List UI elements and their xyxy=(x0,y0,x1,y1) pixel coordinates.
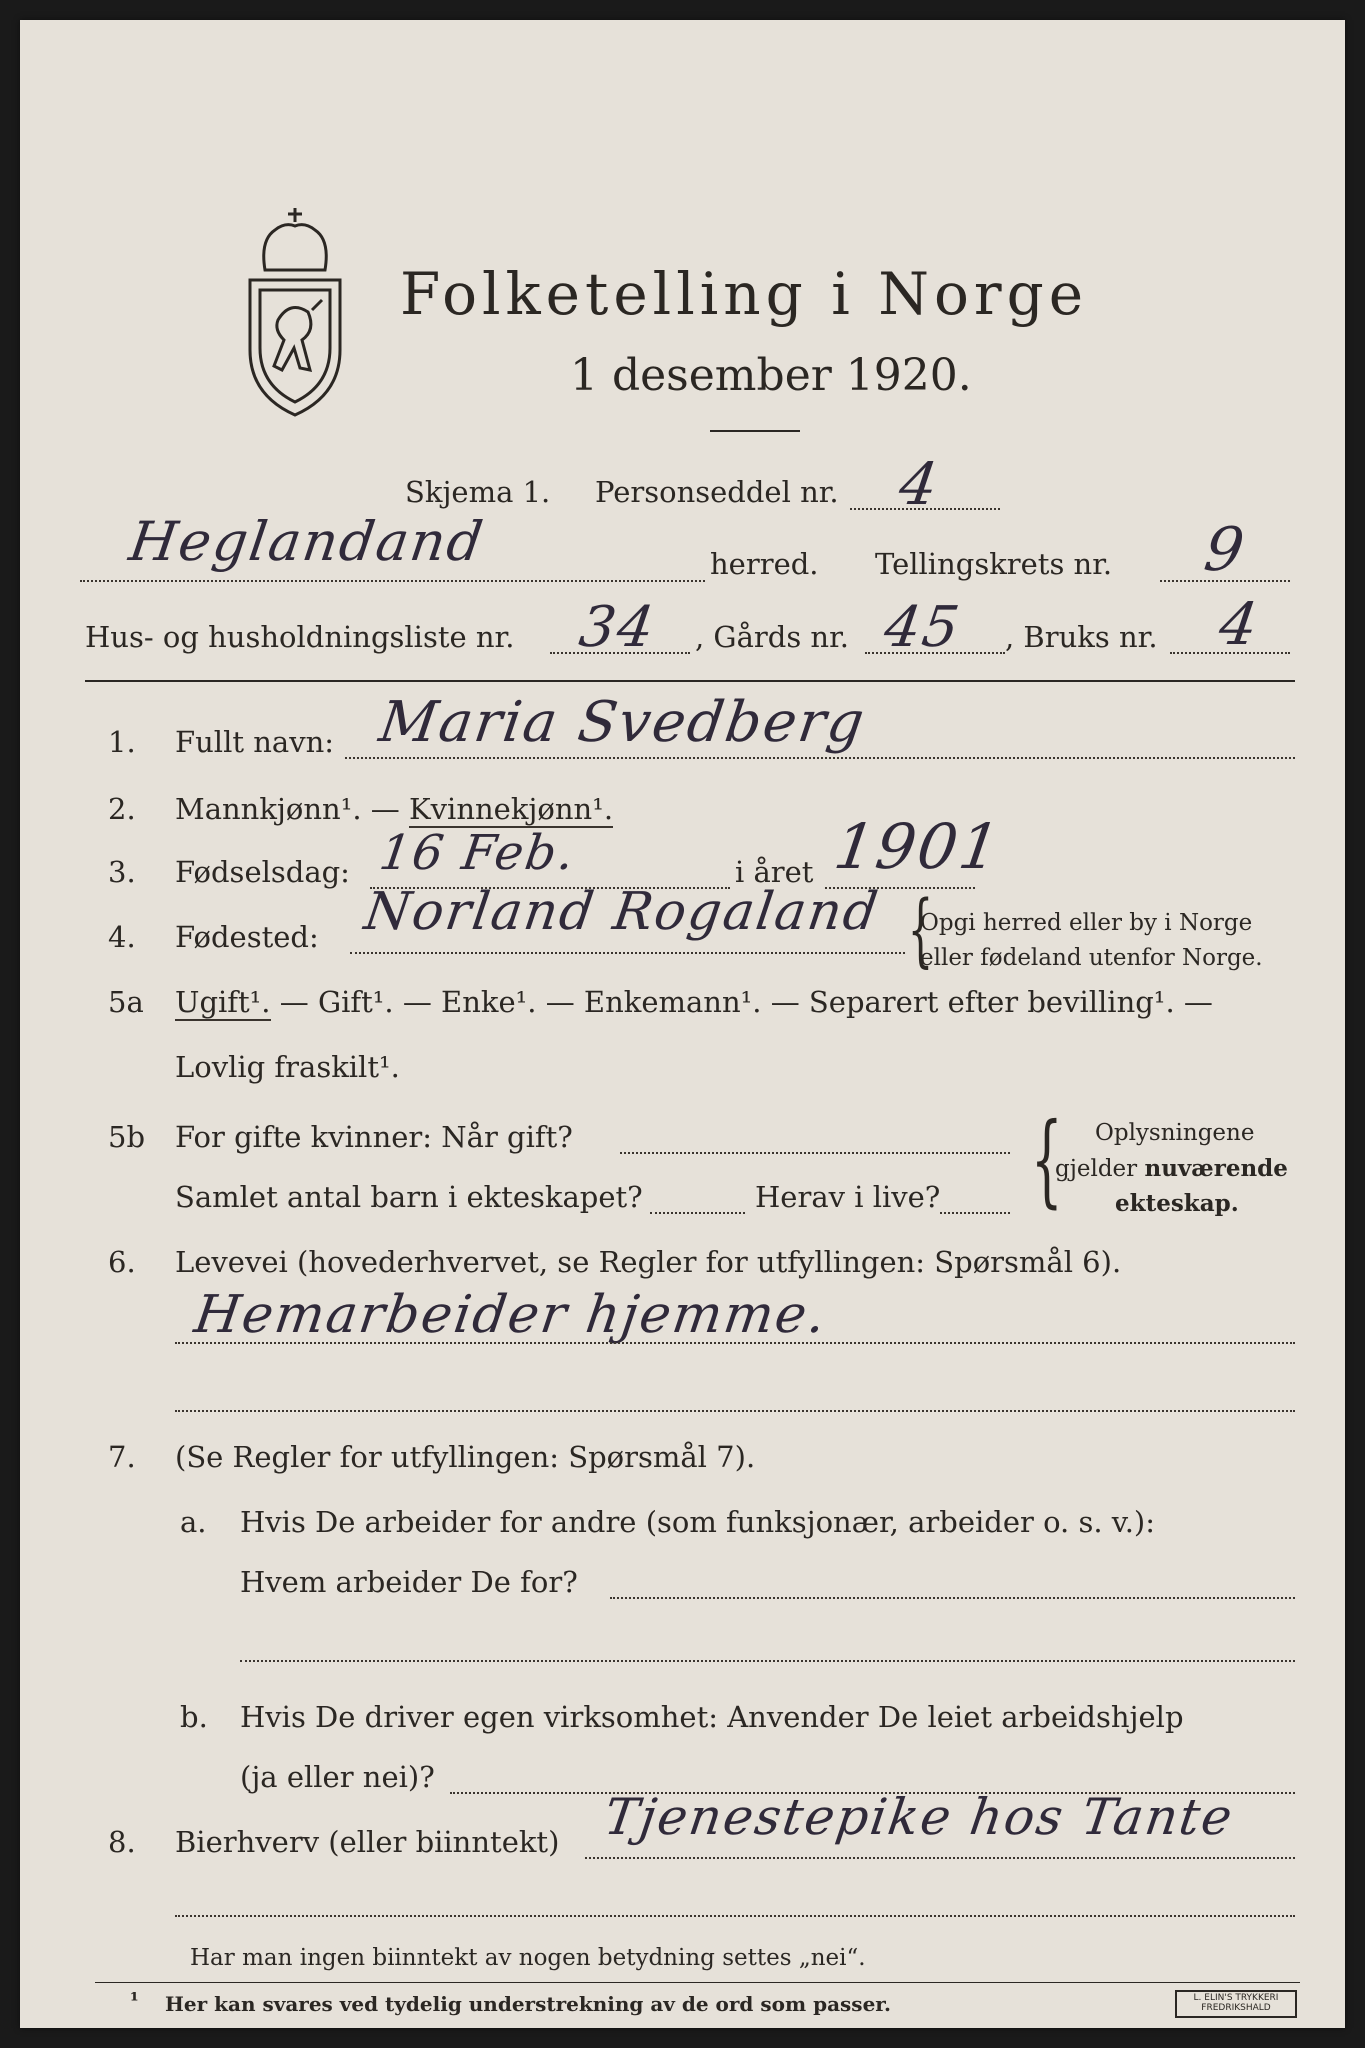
q5a-number: 5a xyxy=(108,985,144,1019)
q5b-alive-line[interactable] xyxy=(940,1212,1010,1214)
q1-full-name[interactable]: Maria Svedberg xyxy=(375,690,870,755)
form-title: Folketelling i Norge xyxy=(400,260,1089,328)
q5b-brace: { xyxy=(1030,1101,1063,1218)
q2-male-option[interactable]: Mannkjønn¹. — xyxy=(175,792,409,826)
personseddel-label: Personseddel nr. xyxy=(595,475,839,509)
q8-line-2 xyxy=(175,1915,1295,1917)
q7b-hired-help-label: (ja eller nei)? xyxy=(240,1760,435,1794)
footer-rule xyxy=(95,1982,1300,1983)
q7a-letter: a. xyxy=(180,1505,207,1539)
q1-number: 1. xyxy=(108,725,136,759)
q5b-note-2 xyxy=(1055,1155,1288,1182)
hus-label: Hus- og husholdningsliste nr. xyxy=(85,620,515,654)
q1-line xyxy=(345,757,1295,759)
q3-year-label: i året xyxy=(735,855,814,889)
q7a-employer-label: Hvem arbeider De for? xyxy=(240,1565,578,1599)
q4-note-1: Opgi herred eller by i Norge xyxy=(920,910,1253,936)
q2-female-option[interactable]: Kvinnekjønn¹. xyxy=(409,792,614,826)
q6-line-1 xyxy=(175,1342,1295,1344)
q5b-note-3: ekteskap. xyxy=(1115,1190,1239,1217)
q4-note-2: eller fødeland utenfor Norge. xyxy=(920,945,1263,971)
q5a-fraskilt-option[interactable]: Lovlig fraskilt¹. xyxy=(175,1050,400,1084)
q7-number: 7. xyxy=(108,1440,136,1474)
gards-label: , Gårds nr. xyxy=(695,620,849,654)
q6-line-2 xyxy=(175,1410,1295,1412)
herred-line xyxy=(80,580,705,582)
q7-label: (Se Regler for utfyllingen: Spørsmål 7). xyxy=(175,1440,756,1474)
q3-label: Fødselsdag: xyxy=(175,855,350,889)
printer-stamp-line-2: FREDRIKSHALD xyxy=(1201,2002,1271,2013)
printer-stamp xyxy=(1175,1990,1297,2018)
q8-number: 8. xyxy=(108,1825,136,1859)
q5b-when-married-label: For gifte kvinner: Når gift? xyxy=(175,1120,573,1154)
q5b-note-2b: nuværende xyxy=(1144,1155,1288,1182)
q5b-note-1: Oplysningene xyxy=(1095,1120,1255,1146)
q5b-children-label: Samlet antal barn i ekteskapet? xyxy=(175,1180,643,1214)
q4-birthplace[interactable]: Norland Rogaland xyxy=(360,882,883,942)
q8-label: Bierhverv (eller biinntekt) xyxy=(175,1825,560,1859)
gards-value[interactable]: 45 xyxy=(880,595,965,660)
census-date: 1 desember 1920. xyxy=(570,350,972,401)
q7a-employer-line[interactable] xyxy=(610,1597,1295,1599)
census-form xyxy=(20,20,1345,2028)
q3-number: 3. xyxy=(108,855,136,889)
printer-stamp-line-1: L. ELIN'S TRYKKERI xyxy=(1193,1993,1279,2003)
q5b-note-2a: gjelder xyxy=(1055,1156,1145,1182)
tellingskrets-value[interactable]: 9 xyxy=(1200,515,1251,585)
tellingskrets-label: Tellingskrets nr. xyxy=(875,547,1113,581)
q5a-text xyxy=(175,985,1213,1019)
q5b-children-line[interactable] xyxy=(650,1212,745,1214)
q5a-other-options[interactable]: — Gift¹. — Enke¹. — Enkemann¹. — Separert efter bevilling¹. — xyxy=(270,985,1213,1019)
title-divider xyxy=(710,430,800,432)
q8-line xyxy=(585,1857,1295,1859)
q7b-letter: b. xyxy=(180,1700,208,1734)
q1-label: Fullt navn: xyxy=(175,725,335,759)
q7b-question: Hvis De driver egen virksomhet: Anvender De leiet arbeidshjelp xyxy=(240,1700,1184,1734)
herred-label: herred. xyxy=(710,547,819,581)
q3-birthday[interactable]: 16 Feb. xyxy=(376,825,580,881)
skjema-label: Skjema 1. xyxy=(405,475,551,509)
q4-line xyxy=(350,952,905,954)
personseddel-value[interactable]: 4 xyxy=(895,450,944,518)
q6-number: 6. xyxy=(108,1245,136,1279)
q8-side-income[interactable]: Tjenestepike hos Tante xyxy=(600,1788,1238,1846)
q5b-number: 5b xyxy=(108,1120,146,1154)
q4-brace: { xyxy=(907,883,934,976)
q6-occupation[interactable]: Hemarbeider hjemme. xyxy=(190,1285,831,1345)
q3-birth-year[interactable]: 1901 xyxy=(829,810,1006,883)
footnote-text: Her kan svares ved tydelig understrekning av de ord som passer. xyxy=(165,1992,891,2016)
q5b-when-married-line[interactable] xyxy=(620,1152,1010,1154)
q2-text xyxy=(175,792,613,826)
hus-value[interactable]: 34 xyxy=(575,595,660,660)
q4-number: 4. xyxy=(108,920,136,954)
footer-note: Har man ingen biinntekt av nogen betydning settes „nei“. xyxy=(190,1945,866,1971)
bruks-value[interactable]: 4 xyxy=(1215,590,1264,658)
q7a-question: Hvis De arbeider for andre (som funksjonær, arbeider o. s. v.): xyxy=(240,1505,1156,1539)
q5a-ugift-option[interactable]: Ugift¹. xyxy=(175,985,271,1019)
q4-label: Fødested: xyxy=(175,920,319,954)
q5b-alive-label: Herav i live? xyxy=(755,1180,941,1214)
q7a-employer-line-2[interactable] xyxy=(240,1660,1295,1662)
q6-label: Levevei (hovederhvervet, se Regler for utfyllingen: Spørsmål 6). xyxy=(175,1245,1122,1279)
coat-of-arms-icon xyxy=(230,200,360,425)
bruks-label: , Bruks nr. xyxy=(1005,620,1158,654)
q2-number: 2. xyxy=(108,792,136,826)
header-rule xyxy=(85,680,1295,682)
footnote-mark: ¹ xyxy=(130,1988,139,2012)
herred-value[interactable]: Heglandand xyxy=(125,510,489,573)
